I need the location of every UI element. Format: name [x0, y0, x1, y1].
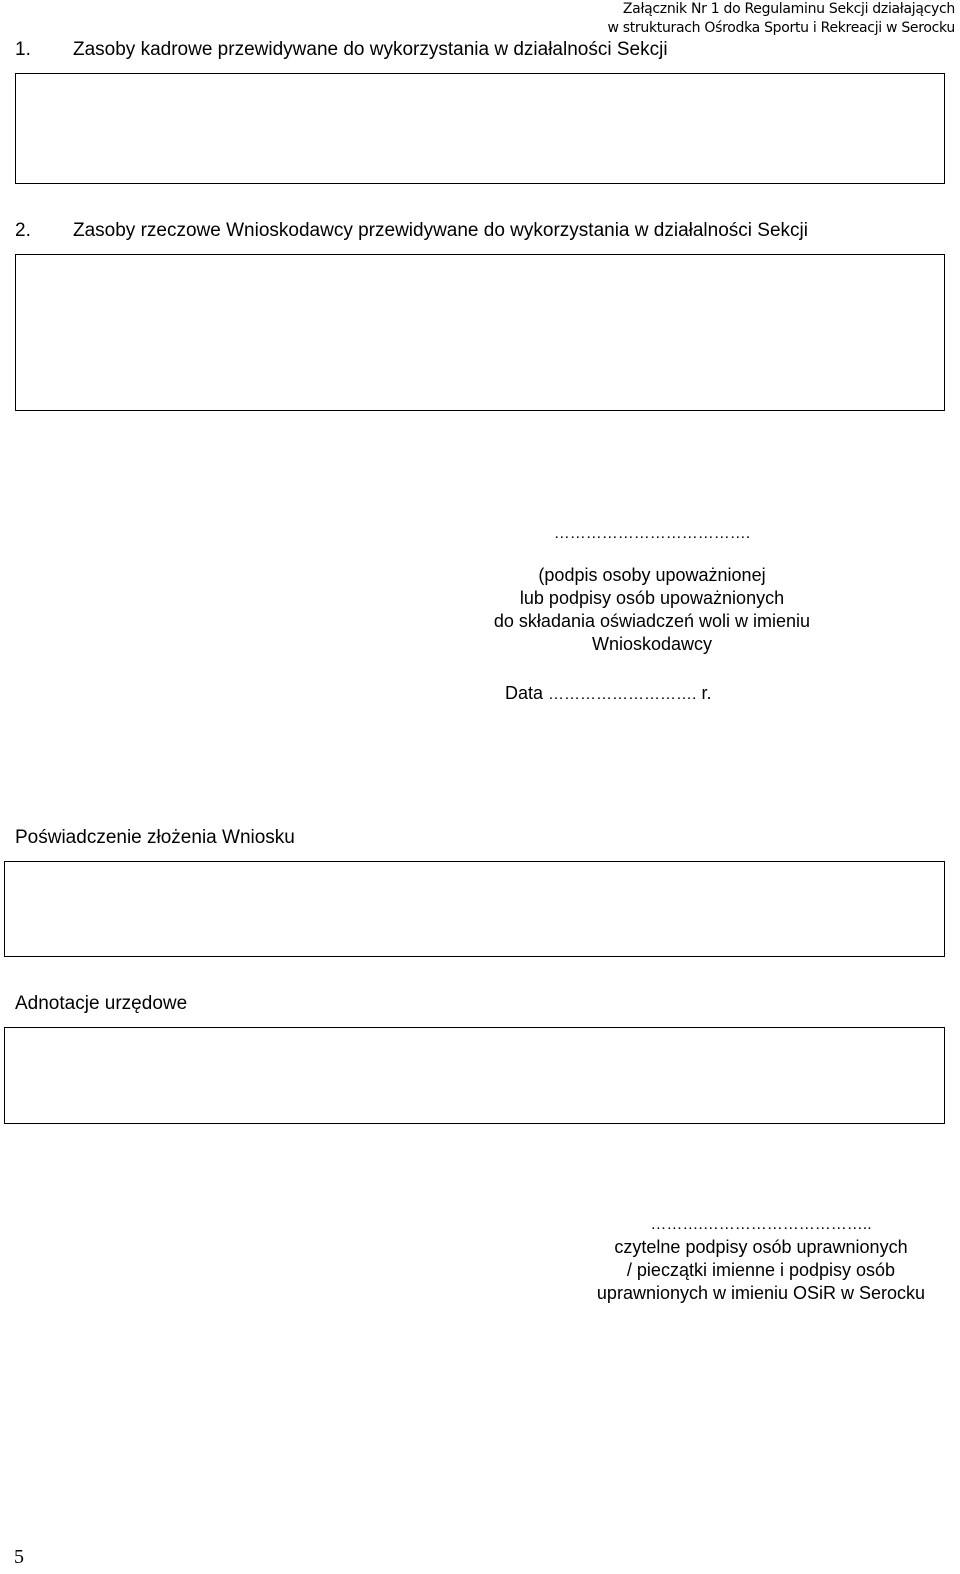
official-signature-caption-line2: / pieczątki imienne i podpisy osób: [626, 1260, 896, 1280]
material-resources-field[interactable]: [15, 254, 945, 411]
official-signature-caption-line3: uprawnionych w imieniu OSiR w Serocku: [596, 1283, 926, 1303]
official-signature-caption-line1: czytelne podpisy osób uprawnionych: [614, 1237, 908, 1257]
applicant-signature-caption-line3: do składania oświadczeń woli w imieniu: [493, 611, 811, 631]
official-notes-field[interactable]: [4, 1027, 945, 1124]
staff-resources-field[interactable]: [15, 73, 945, 184]
applicant-signature-dots: ……………………………….: [553, 525, 751, 542]
date-line: [505, 682, 712, 706]
section-1-title: [15, 39, 668, 61]
official-signature-block: [566, 1213, 956, 1305]
attachment-header: [607, 0, 955, 38]
submission-confirmation-label: Poświadczenie złożenia Wniosku: [15, 827, 295, 848]
section-2-title: [15, 220, 808, 242]
section-2-number: 2.: [15, 220, 31, 241]
section-1-title-text: Zasoby kadrowe przewidywane do wykorzystania w działalności Sekcji: [73, 39, 668, 60]
official-signature-dots: ……….…………………………..: [650, 1216, 872, 1233]
submission-confirmation-field[interactable]: [4, 861, 945, 957]
page-number: 5: [14, 1546, 24, 1568]
official-notes-label: Adnotacje urzędowe: [15, 993, 188, 1014]
date-suffix: r.: [701, 683, 712, 703]
applicant-signature-block: [440, 522, 864, 656]
attachment-header-line1: Załącznik Nr 1 do Regulaminu Sekcji działających: [622, 1, 955, 17]
date-dots: ……………………….: [548, 686, 697, 703]
date-label: Data: [505, 683, 544, 703]
attachment-header-line2: w strukturach Ośrodka Sportu i Rekreacji w Serocku: [607, 20, 955, 36]
section-2-title-text: Zasoby rzeczowe Wnioskodawcy przewidywane do wykorzystania w działalności Sekcji: [73, 220, 808, 241]
applicant-signature-caption-line4: Wnioskodawcy: [591, 634, 713, 654]
section-1-number: 1.: [15, 39, 31, 60]
applicant-signature-caption-line1: (podpis osoby upoważnionej: [538, 565, 766, 585]
applicant-signature-caption-line2: lub podpisy osób upoważnionych: [519, 588, 785, 608]
